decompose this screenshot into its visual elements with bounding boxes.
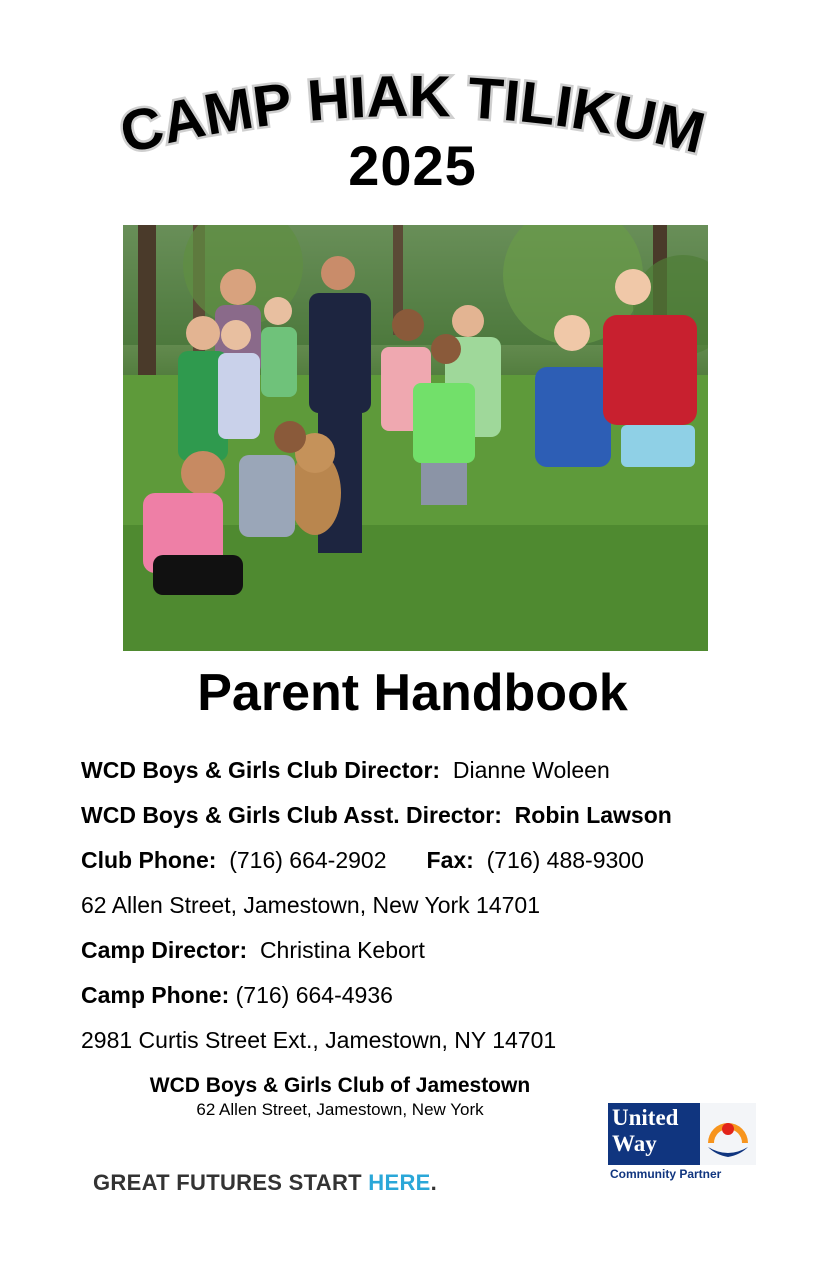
group-photo (123, 225, 708, 651)
asst-director-label: WCD Boys & Girls Club Asst. Director: (81, 802, 502, 828)
united-way-line1: United (612, 1105, 679, 1130)
club-phone-label: Club Phone: (81, 847, 217, 873)
fax-label: Fax: (426, 847, 474, 873)
united-way-line2: Way (612, 1131, 657, 1156)
asst-director-line (81, 793, 781, 838)
handbook-title: Parent Handbook (197, 664, 628, 722)
community-partner-label: Community Partner (610, 1167, 722, 1181)
director-label: WCD Boys & Girls Club Director: (81, 757, 441, 783)
club-phone-value: (716) 664-2902 (229, 847, 387, 873)
club-phone-line (81, 838, 781, 883)
tagline-accent: HERE (368, 1170, 431, 1195)
fax-value: (716) 488-9300 (486, 847, 644, 873)
camp-year: 2025 (348, 134, 477, 197)
contact-info (81, 748, 781, 1063)
camp-director-value: Christina Kebort (259, 937, 425, 963)
united-way-hand-icon (700, 1103, 756, 1165)
camp-director-label: Camp Director: (81, 937, 248, 963)
camp-phone-label: Camp Phone: (81, 982, 230, 1008)
director-value: Dianne Woleen (452, 757, 610, 783)
camp-phone-line (81, 973, 781, 1018)
club-name: WCD Boys & Girls Club of Jamestown (149, 1074, 531, 1097)
club-address: 62 Allen Street, Jamestown, New York 14701 (81, 892, 541, 918)
tagline-end: . (430, 1170, 438, 1195)
united-way-logo (608, 1103, 756, 1181)
club-footer (100, 1073, 580, 1121)
camp-title-text: CAMP HIAK TILIKUM (113, 70, 712, 167)
camp-director-line (81, 928, 781, 973)
tagline (93, 1170, 437, 1196)
asst-director-value: Robin Lawson (514, 802, 672, 828)
tagline-main: GREAT FUTURES START (93, 1170, 369, 1195)
director-line (81, 748, 781, 793)
camp-phone-value: (716) 664-4936 (235, 982, 393, 1008)
camp-address: 2981 Curtis Street Ext., Jamestown, NY 14701 (81, 1027, 557, 1053)
club-footer-address: 62 Allen Street, Jamestown, New York (196, 1100, 484, 1119)
